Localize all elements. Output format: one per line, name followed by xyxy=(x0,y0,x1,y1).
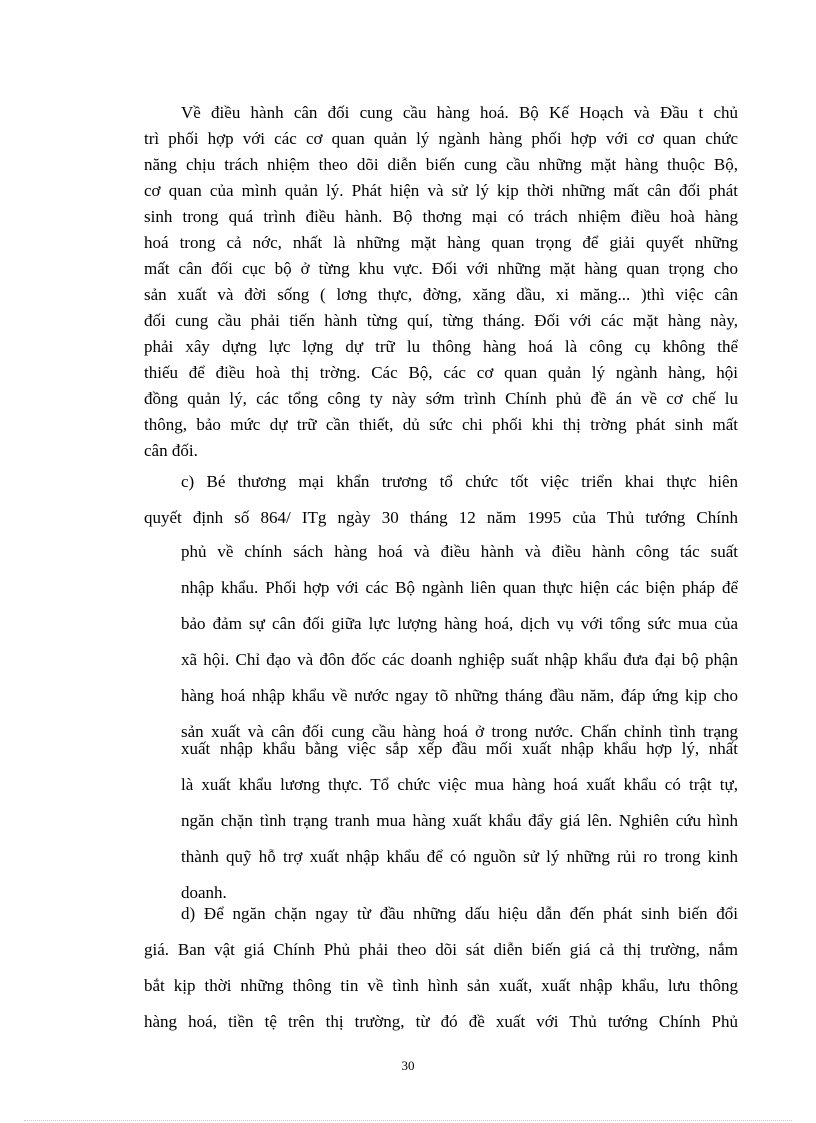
text-line: doanh. xyxy=(181,883,227,902)
text-line: là xuất khẩu lương thực. Tổ chức việc mua hàng hoá xuất khẩu có trật tự, xyxy=(181,775,738,794)
text-line: bảo đảm sự cân đối giữa lực lượng hàng hoá, dịch vụ với tổng sức mua của xyxy=(181,614,738,633)
page-bottom-divider xyxy=(24,1120,792,1121)
text-line: thành quỹ hỗ trợ xuất nhập khẩu để có nguồn sử lý những rủi ro trong kinh xyxy=(181,847,738,866)
text-line: hoá trong cả nớc, nhất là những mặt hàng quan trọng để giải quyết những xyxy=(144,233,738,252)
text-line: quyết định số 864/ ITg ngày 30 tháng 12 năm 1995 của Thủ tướng Chính xyxy=(144,508,738,527)
text-line: nhập khẩu. Phối hợp với các Bộ ngành liên quan thực hiện các biện pháp để xyxy=(181,578,738,597)
text-line: ngăn chặn tình trạng tranh mua hàng xuất khẩu đẩy giá lên. Nghiên cứu hình xyxy=(181,811,738,830)
text-line: phải xây dựng lực lợng dự trữ lu thông hàng hoá là công cụ không thể xyxy=(144,337,738,356)
paragraph-item-d xyxy=(144,896,738,1040)
paragraph-item-c xyxy=(144,464,738,536)
text-line: phủ về chính sách hàng hoá và điều hành và điều hành công tác suất xyxy=(181,542,738,561)
text-line: sản xuất và đời sống ( lơng thực, đờng, xăng dầu, xi măng... )thì việc cân xyxy=(144,285,738,304)
text-line: năng chịu trách nhiệm theo dõi diễn biến cung cầu những mặt hàng thuộc Bộ, xyxy=(144,155,738,174)
text-line: cơ quan của mình quản lý. Phát hiện và sử lý kịp thời những mất cân đối phát xyxy=(144,181,738,200)
text-line: trì phối hợp với các cơ quan quản lý ngành hàng phối hợp với cơ quan chức xyxy=(144,129,738,148)
text-line: thiếu để điều hoà thị trờng. Các Bộ, các cơ quan quản lý ngành hàng, hội xyxy=(144,363,738,382)
text-line: cân đối. xyxy=(144,441,198,460)
text-line: bắt kịp thời những thông tin về tình hình sản xuất, xuất nhập khẩu, lưu thông xyxy=(144,976,738,995)
text-line: c) Bé thương mại khẩn trương tổ chức tốt việc triển khai thực hiên xyxy=(181,472,738,491)
paragraph-supply-demand-balance xyxy=(144,100,738,464)
text-line: mất cân đối cục bộ ở từng khu vực. Đối với những mặt hàng quan trọng cho xyxy=(144,259,738,278)
text-line: xuất nhập khẩu bằng việc sắp xếp đầu mối xuất nhập khẩu hợp lý, nhất xyxy=(181,739,738,758)
text-line: hàng hoá, tiền tệ trên thị trường, từ đó đề xuất với Thủ tướng Chính Phủ xyxy=(144,1012,738,1031)
text-line: Về điều hành cân đối cung cầu hàng hoá. Bộ Kế Hoạch và Đầu t chủ xyxy=(181,103,738,122)
text-line: hàng hoá nhập khẩu về nước ngay tõ những tháng đầu năm, đáp ứng kịp cho xyxy=(181,686,738,705)
text-line: thông, bảo mức dự trữ cần thiết, dủ sức chi phối khi thị trờng phát sinh mất xyxy=(144,415,738,434)
text-line: d) Để ngăn chặn ngay từ đầu những dấu hiệu dẫn đến phát sinh biến đổi xyxy=(181,904,738,923)
text-line: giá. Ban vật giá Chính Phủ phải theo dõi sát diễn biến giá cả thị trường, nắm xyxy=(144,940,738,959)
page-number: 30 xyxy=(401,1058,415,1073)
paragraph-import-export-policy xyxy=(181,534,738,750)
text-line: sản xuất và cân đối cung cầu hàng hoá ở trong nước. Chấn chỉnh tình trạng xyxy=(181,722,738,741)
text-line: xã hội. Chỉ đạo và đôn đốc các doanh nghiệp suất nhập khẩu đưa đại bộ phận xyxy=(181,650,738,669)
text-line: đối cung cầu phải tiến hành từng quí, từng tháng. Đối với các mặt hàng này, xyxy=(144,311,738,330)
text-line: đồng quản lý, các tổng công ty này sớm trình Chính phủ đề án về cơ chế lu xyxy=(144,389,738,408)
paragraph-export-organization xyxy=(181,731,738,911)
text-line: sinh trong quá trình điều hành. Bộ thơng mại có trách nhiệm điều hoà hàng xyxy=(144,207,738,226)
